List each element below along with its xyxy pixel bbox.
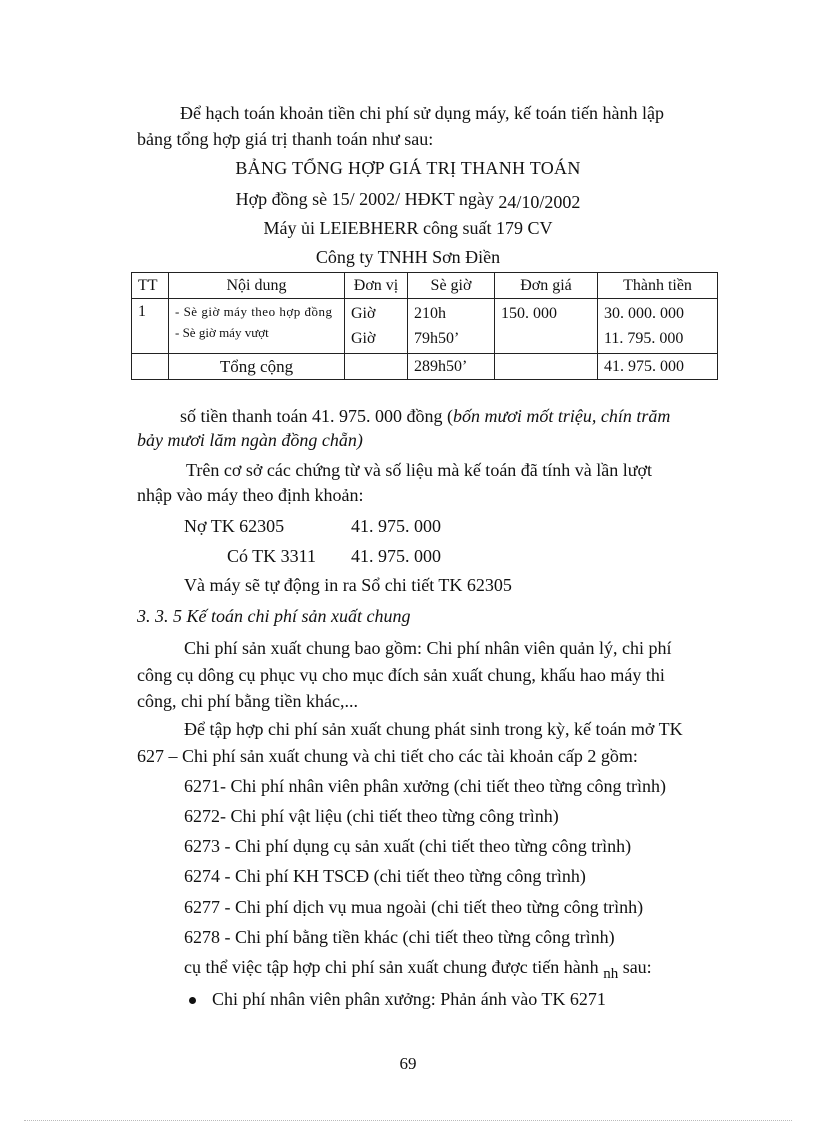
account-6274: 6274 - Chi phí KH TSCĐ (chi tiết theo từng công trình) bbox=[184, 866, 586, 886]
header-amount: Thành tiền bbox=[598, 273, 718, 299]
entry-line-2: nhập vào máy theo định khoản: bbox=[137, 485, 364, 505]
section-p2-line-1: Để tập hợp chi phí sản xuất chung phát sinh trong kỳ, kế toán mở TK bbox=[184, 719, 683, 739]
account-6278: 6278 - Chi phí bằng tiền khác (chi tiết theo từng công trình) bbox=[184, 927, 615, 947]
amount-1: 30. 000. 000 bbox=[604, 305, 684, 322]
intro-line-2: bảng tổng hợp giá trị thanh toán như sau: bbox=[137, 129, 434, 149]
account-6271: 6271- Chi phí nhân viên phân xưởng (chi tiết theo từng công trình) bbox=[184, 776, 666, 796]
bullet-text: Chi phí nhân viên phân xưởng: Phản ánh vào TK 6271 bbox=[212, 989, 606, 1009]
payment-words-2: bảy mươi lăm ngàn đồng chẵn) bbox=[137, 430, 363, 450]
cell-unit bbox=[345, 299, 408, 354]
company-line: Công ty TNHH Sơn Điền bbox=[315, 247, 501, 267]
cell-content bbox=[169, 299, 345, 354]
credit-amount: 41. 975. 000 bbox=[351, 546, 441, 566]
hours-1: 210h bbox=[414, 305, 446, 322]
unit-price: 150. 000 bbox=[501, 305, 557, 322]
header-tt: TT bbox=[132, 273, 169, 299]
content-extra-hours: - Sè giờ máy vượt bbox=[175, 325, 269, 340]
section-p2-line-2: 627 – Chi phí sản xuất chung và chi tiết cho các tài khoản cấp 2 gồm: bbox=[137, 746, 638, 766]
payment-line-1 bbox=[180, 405, 670, 427]
table-title: BẢNG TỔNG HỢP GIÁ TRỊ THANH TOÁN bbox=[235, 158, 581, 178]
detail-text-nh: nh bbox=[603, 966, 619, 982]
cell-amount bbox=[598, 299, 718, 354]
account-6277: 6277 - Chi phí dịch vụ mua ngoài (chi tiết theo từng công trình) bbox=[184, 897, 644, 917]
section-heading: 3. 3. 5 Kế toán chi phí sản xuất chung bbox=[137, 606, 411, 626]
bullet-dot-icon bbox=[189, 997, 196, 1004]
debit-amount: 41. 975. 000 bbox=[351, 516, 441, 536]
cell-tt: 1 bbox=[132, 299, 169, 354]
page-bottom-divider bbox=[24, 1120, 792, 1121]
table-row bbox=[132, 299, 718, 354]
total-price bbox=[495, 354, 598, 380]
payment-summary-table bbox=[131, 272, 718, 380]
detail-text-a: cụ thể việc tập hợp chi phí sản xuất chung được tiến hành bbox=[184, 957, 599, 977]
cell-price bbox=[495, 299, 598, 354]
page-number: 69 bbox=[399, 1054, 417, 1073]
content-contract-hours: - Sè giờ máy theo hợp đồng bbox=[175, 304, 333, 319]
header-price: Đơn giá bbox=[495, 273, 598, 299]
contract-date: 24/10/2002 bbox=[498, 192, 581, 212]
debit-account: Nợ TK 62305 bbox=[184, 516, 285, 536]
machine-line: Máy ủi LEIEBHERR công suất 179 CV bbox=[263, 218, 553, 238]
account-6272: 6272- Chi phí vật liệu (chi tiết theo từng công trình) bbox=[184, 806, 559, 826]
credit-account: Có TK 3311 bbox=[227, 546, 317, 566]
account-6273: 6273 - Chi phí dụng cụ sản xuất (chi tiết theo từng công trình) bbox=[184, 836, 632, 856]
table-total-row bbox=[132, 354, 718, 380]
cell-hours bbox=[408, 299, 495, 354]
payment-words-1: bốn mươi mốt triệu, chín trăm bbox=[452, 406, 671, 426]
contract-line bbox=[0, 188, 816, 210]
intro-line-1: Để hạch toán khoản tiền chi phí sử dụng máy, kế toán tiến hành lập bbox=[180, 103, 664, 123]
section-p1-line-3: công, chi phí bằng tiền khác,... bbox=[137, 691, 358, 711]
header-content: Nội dung bbox=[169, 273, 345, 299]
total-tt bbox=[132, 354, 169, 380]
header-unit: Đơn vị bbox=[345, 273, 408, 299]
detail-line bbox=[184, 956, 652, 980]
total-unit bbox=[345, 354, 408, 380]
header-hours: Sè giờ bbox=[408, 273, 495, 299]
unit-2: Giờ bbox=[351, 330, 376, 347]
total-label: Tổng cộng bbox=[169, 354, 345, 380]
payment-prefix: số tiền thanh toán 41. 975. 000 đồng ( bbox=[180, 406, 453, 426]
contract-number: Hợp đồng sè 15/ 2002/ HĐKT ngày bbox=[235, 189, 494, 209]
table-header-row bbox=[132, 273, 718, 299]
section-p1-line-2: công cụ dông cụ phục vụ cho mục đích sản xuất chung, khấu hao máy thi bbox=[137, 665, 665, 685]
hours-2: 79h50’ bbox=[414, 330, 460, 347]
auto-print-line: Và máy sẽ tự động in ra Sổ chi tiết TK 62305 bbox=[184, 575, 512, 595]
total-amount: 41. 975. 000 bbox=[598, 354, 718, 380]
unit-1: Giờ bbox=[351, 305, 376, 322]
total-hours: 289h50’ bbox=[408, 354, 495, 380]
entry-line-1: Trên cơ sở các chứng từ và số liệu mà kế toán đã tính và lần lượt bbox=[186, 460, 653, 480]
amount-2: 11. 795. 000 bbox=[604, 330, 684, 347]
section-p1-line-1: Chi phí sản xuất chung bao gồm: Chi phí nhân viên quản lý, chi phí bbox=[184, 638, 672, 658]
detail-text-b: sau: bbox=[622, 957, 652, 977]
